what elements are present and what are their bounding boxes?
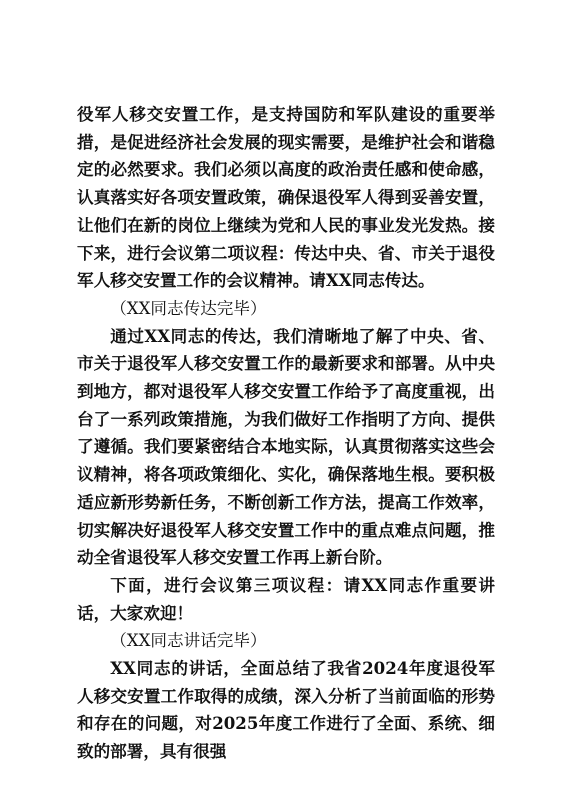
paragraph-speech-summary: XX同志的讲话，全面总结了我省2024年度退役军人移交安置工作取得的成绩，深入分析了当前面临的形势和存在的问题，对2025年度工作进行了全面、系统、细致的部署，具有很强 <box>77 658 495 762</box>
paragraph-transmission-summary: 通过XX同志的传达，我们清晰地了解了中央、省、市关于退役军人移交安置工作的最新要求和部署。从中央到地方，都对退役军人移交安置工作给予了高度重视，出台了一系列政策措施，为我们做好工作指明了方向、提供了遵循。我们要紧密结合本地实际，认真贯彻落实这些会议精神，将各项政策细化、实化，确保落地生根。要积极适应新形势新任务，不断创新工作方法，提高工作效率，切实解决好退役军人移交安置工作中的重点难点问题，推动全省退役军人移交安置工作再上新台阶。 <box>77 325 495 568</box>
paragraph-opening-continuation: 役军人移交安置工作，是支持国防和军队建设的重要举措，是促进经济社会发展的现实需要，是维护社会和谐稳定的必然要求。我们必须以高度的政治责任感和使命感，认真落实好各项安置政策，确保退役军人得到妥善安置，让他们在新的岗位上继续为党和人民的事业发光发热。接下来，进行会议第二项议程：传达中央、省、市关于退役军人移交安置工作的会议精神。请XX同志传达。 <box>77 104 495 291</box>
paragraph-third-agenda: 下面，进行会议第三项议程：请XX同志作重要讲话，大家欢迎！ <box>77 574 495 623</box>
paragraph-transmission-note: （XX同志传达完毕） <box>110 298 267 318</box>
paragraph-speech-note: （XX同志讲话完毕） <box>110 631 267 651</box>
document-body <box>77 101 495 766</box>
